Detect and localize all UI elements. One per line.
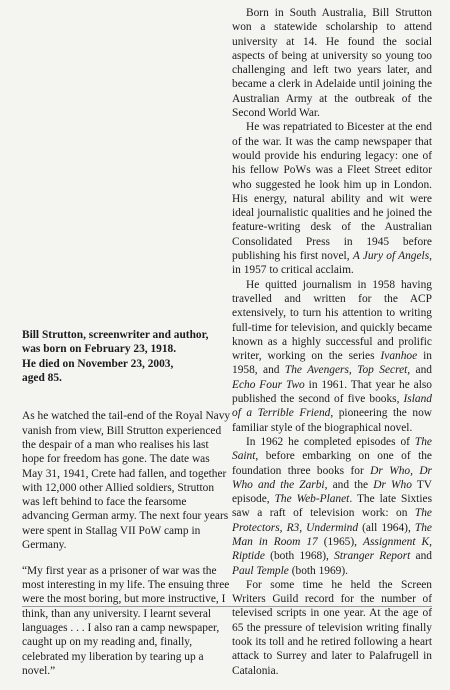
text-segment: (1965), bbox=[317, 535, 363, 548]
paragraph-journalism-end: , in 1957 to critical acclaim. bbox=[232, 250, 432, 277]
series-title: Echo Four Two bbox=[232, 378, 305, 391]
column-rule bbox=[22, 606, 432, 607]
text-segment: , and the bbox=[324, 478, 374, 491]
text-segment: In 1962 he completed episodes of bbox=[246, 435, 415, 448]
paragraph-journalism bbox=[232, 120, 432, 277]
series-title: Ivanhoe bbox=[380, 350, 418, 363]
paragraph-prisoner-quote: “My first year as a prisoner of war was the most interesting in my life. The ensuing three were the most boring, but more instructive, I think, than any university. I learnt several languages . . . I also ran a camp newspaper, caught up on my reading and, finally, celebrated my liberation by tearing up a novel.” bbox=[22, 564, 230, 677]
series-title: Stranger Report bbox=[334, 550, 411, 563]
left-column bbox=[22, 398, 231, 690]
paragraph-crete: As he watched the tail-end of the Royal Navy vanish from view, Bill Strutton experienced the despair of a man who realises his last hope for freedom has gone. The date was May 31, 1941, Crete had fallen, and together with 12,000 other Allied soldiers, Strutton was left behind to face the fearsome advancing German army. The next four years were spent in Stallag VII PoW camp in Germany. bbox=[22, 410, 231, 552]
text-segment: He quitted journalism in 1958 having travelled and written for the ACP extensively, to turn his attention to writing full-time for television, and quickly became known as a highly successful and prolific writer, working on the series bbox=[232, 278, 432, 363]
text-segment: in 1958, and bbox=[232, 350, 432, 377]
text-segment: in 1961. That year he also published the second of five books, bbox=[232, 378, 432, 406]
paragraph-journalism-text: He was repatriated to Bicester at the end of the war. It was the camp newspaper that would provide his enduring legacy: one of his fellow PoWs was a Fleet Street editor who suggested he look him up in London. His energy, natural ability and wit were ideal journalistic qualities and he joined the feature-writing desk of the Australian Consolidated Press in 1945 before publishing his first novel, bbox=[232, 121, 432, 263]
book-title: Dr Who, Dr Who and the Zarbi bbox=[232, 464, 432, 491]
series-title: The Avengers, Top Secret, bbox=[284, 364, 411, 377]
text-segment: , pioneering the now familiar style of the biographical novel. bbox=[232, 407, 432, 434]
paragraph-television bbox=[232, 278, 432, 435]
notice-line: aged 85. bbox=[22, 371, 62, 384]
series-title: The Protectors, R3, Undermind bbox=[232, 507, 432, 534]
book-title: A Jury of Angels bbox=[352, 250, 430, 263]
episode-title: The Web-Planet bbox=[274, 493, 350, 506]
paragraph-early-life: Born in South Australia, Bill Strutton won a statewide scholarship to attend university at 14. He found the social aspects of being at university so young too challenging and left two years later, and became a clerk in Adelaide until joining the Australian Army at the outbreak of the Second World War. bbox=[232, 7, 432, 120]
series-title: The Saint bbox=[232, 435, 432, 463]
text-segment: and bbox=[410, 364, 433, 377]
text-segment: (both 1968), bbox=[264, 550, 335, 563]
notice-line: He died on November 23, 2003, bbox=[22, 357, 174, 370]
series-title: Dr Who bbox=[373, 478, 412, 491]
paragraph-later-life: For some time he held the Screen Writers Guild record for the number of televised scripts in one year. At the age of 65 the pressure of television writing finally took its toll and he retired following a heart attack to Surrey and later to Palafrugell in Catalonia. bbox=[232, 578, 432, 677]
text-segment: . The late Sixties saw a raft of television work: on bbox=[232, 493, 432, 520]
series-title: The Man in Room 17 bbox=[232, 521, 432, 548]
series-title: Paul Temple bbox=[232, 564, 289, 577]
series-title: Assignment K, Riptide bbox=[232, 535, 432, 563]
paragraph-episodes bbox=[232, 435, 432, 578]
right-column bbox=[232, 6, 432, 678]
text-segment: (both 1969). bbox=[288, 564, 349, 577]
text-segment: and bbox=[410, 550, 433, 563]
notice-line: was born on February 23, 1918. bbox=[22, 343, 177, 356]
obituary-notice bbox=[22, 328, 231, 385]
book-title: Island of a Terrible Friend bbox=[232, 393, 432, 420]
notice-line: Bill Strutton, screenwriter and author, bbox=[22, 329, 209, 341]
text-segment: , before embarking on one of the foundation three books for bbox=[232, 450, 432, 477]
text-segment: TV episode, bbox=[232, 478, 432, 506]
text-segment: (all 1964), bbox=[358, 521, 415, 534]
